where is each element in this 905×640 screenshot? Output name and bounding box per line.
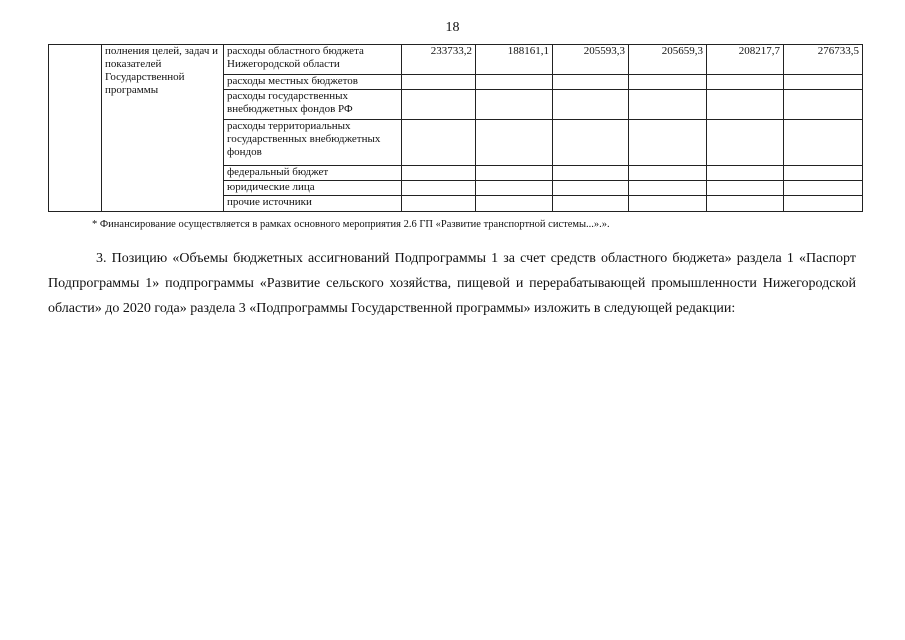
- source-cell: расходы областного бюджета Нижегородской области: [224, 45, 402, 75]
- value-cell: [629, 90, 707, 120]
- value-cell: [784, 196, 863, 212]
- value-cell: [784, 120, 863, 166]
- value-cell: 208217,7: [707, 45, 784, 75]
- value-cell: 233733,2: [402, 45, 476, 75]
- value-cell: [629, 181, 707, 196]
- value-cell: [629, 166, 707, 181]
- value-cell: [476, 196, 553, 212]
- page-number: 18: [445, 20, 460, 35]
- value-cell: [476, 166, 553, 181]
- value-cell: 205659,3: [629, 45, 707, 75]
- value-cell: [402, 166, 476, 181]
- value-cell: 276733,5: [784, 45, 863, 75]
- funding-table: [48, 44, 863, 212]
- value-cell: [553, 181, 629, 196]
- value-cell: [629, 196, 707, 212]
- value-cell: 205593,3: [553, 45, 629, 75]
- value-cell: [707, 75, 784, 90]
- source-cell: федеральный бюджет: [224, 166, 402, 181]
- value-cell: [402, 120, 476, 166]
- value-cell: [784, 90, 863, 120]
- value-cell: [553, 90, 629, 120]
- value-cell: [476, 90, 553, 120]
- value-cell: [629, 75, 707, 90]
- source-cell: расходы местных бюджетов: [224, 75, 402, 90]
- value-cell: [553, 120, 629, 166]
- value-cell: [476, 181, 553, 196]
- source-cell: расходы территориальных государственных внебюджетных фондов: [224, 120, 402, 166]
- source-cell: юридические лица: [224, 181, 402, 196]
- value-cell: 188161,1: [476, 45, 553, 75]
- value-cell: [707, 196, 784, 212]
- value-cell: [402, 75, 476, 90]
- value-cell: [707, 181, 784, 196]
- value-cell: [784, 75, 863, 90]
- body-paragraph: 3. Позицию «Объемы бюджетных ассигнований Подпрограммы 1 за счет средств областного бюджета» раздела 1 «Паспорт Подпрограммы 1» подпрограммы «Развитие сельского хозяйства, пищевой и перерабатывающей промышленности Нижегородской области» до 2020 года» раздела 3 «Подпрограммы Государственной программы» изложить в следующей редакции:: [48, 251, 856, 316]
- goal-cell: полнения целей, задач и показателей Государственной программы: [102, 45, 224, 212]
- value-cell: [553, 75, 629, 90]
- value-cell: [402, 90, 476, 120]
- value-cell: [553, 196, 629, 212]
- value-cell: [784, 166, 863, 181]
- value-cell: [629, 120, 707, 166]
- value-cell: [402, 196, 476, 212]
- value-cell: [476, 120, 553, 166]
- value-cell: [707, 120, 784, 166]
- source-cell: прочие источники: [224, 196, 402, 212]
- source-cell: расходы государственных внебюджетных фондов РФ: [224, 90, 402, 120]
- empty-cell: [49, 45, 102, 212]
- value-cell: [402, 181, 476, 196]
- value-cell: [707, 166, 784, 181]
- table-row: [49, 45, 863, 75]
- value-cell: [784, 181, 863, 196]
- value-cell: [553, 166, 629, 181]
- value-cell: [707, 90, 784, 120]
- value-cell: [476, 75, 553, 90]
- footnote: * Финансирование осуществляется в рамках основного мероприятия 2.6 ГП «Развитие транспортной системы...».».: [92, 219, 610, 230]
